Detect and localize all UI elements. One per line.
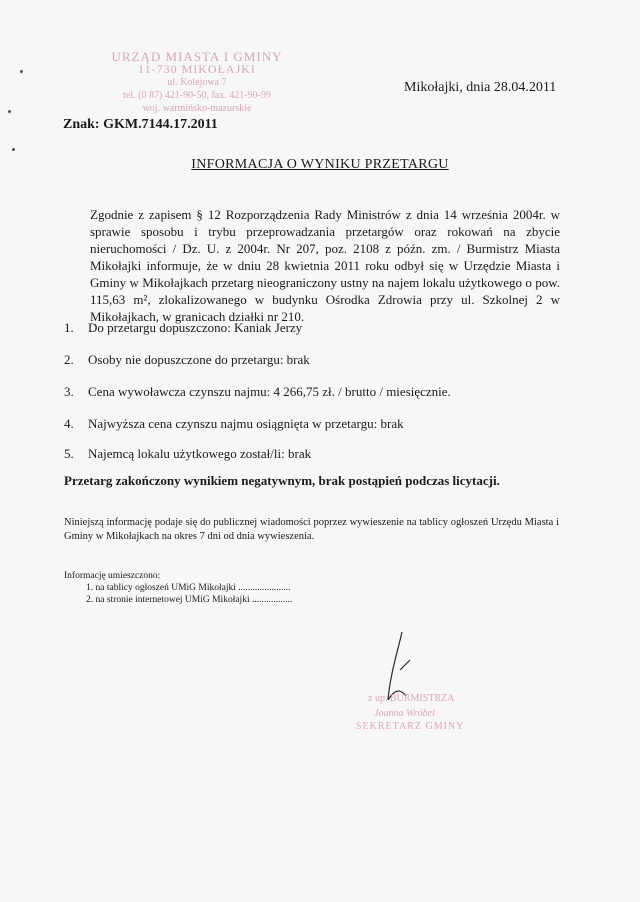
item-text: Osoby nie dopuszczone do przetargu: brak <box>88 352 310 367</box>
posting-item: 2. na stronie internetowej UMiG Mikołajki ................. <box>86 595 293 605</box>
stamp-line: 11-730 MIKOŁAJKI <box>138 62 256 76</box>
item-text: Najwyższa cena czynszu najmu osiągnięta w przetargu: brak <box>88 416 404 431</box>
signature-stamp <box>356 690 500 750</box>
reference-number: Znak: GKM.7144.17.2011 <box>63 117 218 132</box>
result-verdict: Przetarg zakończony wynikiem negatywnym, brak postąpień podczas licytacji. <box>64 473 500 488</box>
signature-line: z up. BURMISTRZA <box>368 693 455 704</box>
public-notice: Niniejszą informację podaje się do publicznej wiadomości poprzez wywieszenie na tablicy ogłoszeń Urzędu Miasta i Gminy w Mikołajkach na okres 7 dni od dnia wywieszenia. <box>64 517 559 542</box>
item-number: 4. <box>64 416 74 431</box>
place-date: Mikołajki, dnia 28.04.2011 <box>404 80 557 95</box>
list-item <box>64 352 310 368</box>
list-item <box>64 384 451 400</box>
signature-line: Joanna Wróbel <box>374 708 435 719</box>
stamp-line: woj. warmińsko-mazurskie <box>142 103 252 114</box>
scan-dot <box>20 70 23 73</box>
list-item <box>64 416 404 432</box>
scan-dot <box>8 110 11 113</box>
posting-heading: Informację umieszczono: <box>64 571 161 581</box>
intro-paragraph: Zgodnie z zapisem § 12 Rozporządzenia Rady Ministrów z dnia 14 września 2004r. w sprawie sposobu i trybu przeprowadzania przetargów oraz rokowań na zbycie nieruchomości / Dz. U. z 2004r. Nr 207, poz. 2108 z późn. zm. / Burmistrz Miasta Mikołajki informuje, że w dniu 28 kwietnia 2011 roku odbył się w Urzędzie Miasta i Gminy w Mikołajkach przetarg nieograniczony ustny na najem lokalu użytkowego o pow. 115,63 m², zlokalizowanego w budynku Ośrodka Zdrowia przy ul. Szkolnej 2 w Mikołajkach, w granicach działki nr 210. <box>90 207 560 324</box>
item-number: 3. <box>64 384 74 399</box>
office-stamp <box>92 50 302 115</box>
stamp-line: tel. (0 87) 421-90-50, fax. 421-90-99 <box>123 90 271 101</box>
item-text: Cena wywoławcza czynszu najmu: 4 266,75 zł. / brutto / miesięcznie. <box>88 384 451 399</box>
posting-info <box>64 570 292 606</box>
list-item <box>64 320 302 336</box>
item-text: Do przetargu dopuszczono: Kaniak Jerzy <box>88 320 303 335</box>
document-title: INFORMACJA O WYNIKU PRZETARGU <box>191 157 449 172</box>
item-number: 1. <box>64 320 74 335</box>
stamp-line: URZĄD MIASTA I GMINY <box>111 49 283 64</box>
stamp-line: ul. Kolejowa 7 <box>167 77 227 88</box>
item-number: 5. <box>64 446 74 461</box>
scan-dot <box>12 148 15 151</box>
posting-item: 1. na tablicy ogłoszeń UMiG Mikołajki ...................... <box>86 583 291 593</box>
item-text: Najemcą lokalu użytkowego został/li: brak <box>88 446 312 461</box>
signature-line: SEKRETARZ GMINY <box>356 721 465 732</box>
item-number: 2. <box>64 352 74 367</box>
list-item <box>64 446 311 462</box>
